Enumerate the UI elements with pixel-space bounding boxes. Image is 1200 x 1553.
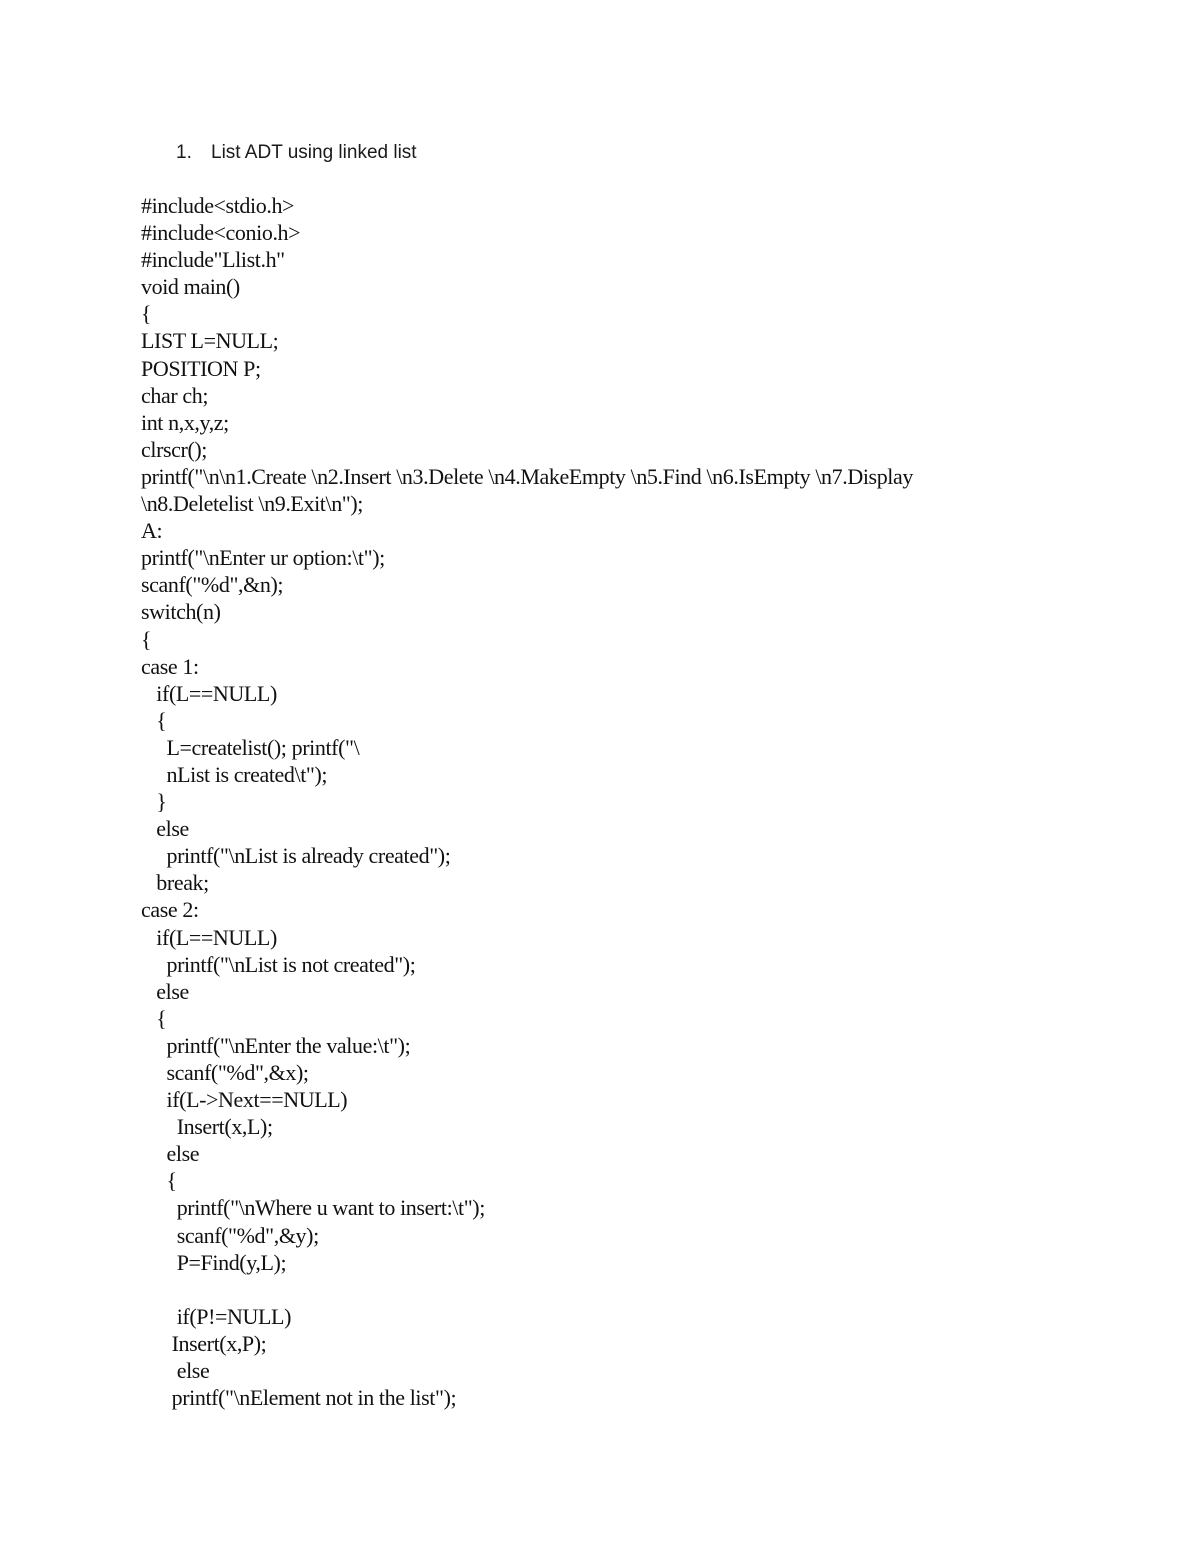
code-line: printf("\nEnter the value:\t"); xyxy=(141,1032,411,1058)
code-line: if(L->Next==NULL) xyxy=(141,1087,348,1113)
code-line: printf("\nList is already created"); xyxy=(141,843,451,869)
code-line: printf("\nList is not created"); xyxy=(141,951,416,977)
code-line: scanf("%d",&n); xyxy=(141,572,284,598)
code-line: { xyxy=(141,626,152,652)
code-line: switch(n) xyxy=(141,599,221,625)
code-line: case 1: xyxy=(141,653,199,679)
code-line: char ch; xyxy=(141,382,209,408)
code-line xyxy=(141,1276,1141,1303)
code-line: Insert(x,P); xyxy=(141,1330,267,1356)
code-line: if(L==NULL) xyxy=(141,680,277,706)
heading-number: 1. xyxy=(176,142,192,163)
section-heading xyxy=(176,142,417,164)
code-line: POSITION P; xyxy=(141,355,261,381)
code-line: #include<conio.h> xyxy=(141,220,301,246)
code-line: } xyxy=(141,789,167,815)
code-line: A: xyxy=(141,518,163,544)
code-line: printf("\n\n1.Create \n2.Insert \n3.Delete \n4.MakeEmpty \n5.Find \n6.IsEmpty \n7.Display xyxy=(141,463,913,489)
code-block xyxy=(141,192,1141,1411)
code-line: else xyxy=(141,978,189,1004)
code-line: { xyxy=(141,1005,167,1031)
code-line: Insert(x,L); xyxy=(141,1114,273,1140)
code-line: #include"Llist.h" xyxy=(141,247,285,273)
code-line: { xyxy=(141,301,152,327)
code-line: printf("\nEnter ur option:\t"); xyxy=(141,545,385,571)
code-line: printf("\nWhere u want to insert:\t"); xyxy=(141,1195,485,1221)
code-line: L=createlist(); printf("\ xyxy=(141,734,360,760)
code-line: P=Find(y,L); xyxy=(141,1249,287,1275)
code-line: #include<stdio.h> xyxy=(141,193,295,218)
code-line: else xyxy=(141,1141,200,1167)
code-line: { xyxy=(141,707,167,733)
code-line: break; xyxy=(141,870,209,896)
code-line: clrscr(); xyxy=(141,436,208,462)
code-line: scanf("%d",&x); xyxy=(141,1060,309,1085)
code-line: int n,x,y,z; xyxy=(141,409,229,435)
code-line: printf("\nElement not in the list"); xyxy=(141,1385,457,1411)
code-line: LIST L=NULL; xyxy=(141,328,279,354)
code-line: if(L==NULL) xyxy=(141,924,277,950)
code-line: scanf("%d",&y); xyxy=(141,1222,319,1248)
code-line: { xyxy=(141,1168,177,1194)
code-line: \n8.Deletelist \n9.Exit\n"); xyxy=(141,491,364,517)
code-line: nList is created\t"); xyxy=(141,761,328,787)
code-line: void main() xyxy=(141,274,240,300)
heading-title: List ADT using linked list xyxy=(211,142,417,163)
code-line: if(P!=NULL) xyxy=(141,1303,292,1329)
code-line: case 2: xyxy=(141,897,199,923)
code-line: else xyxy=(141,816,189,842)
code-line: else xyxy=(141,1358,210,1384)
